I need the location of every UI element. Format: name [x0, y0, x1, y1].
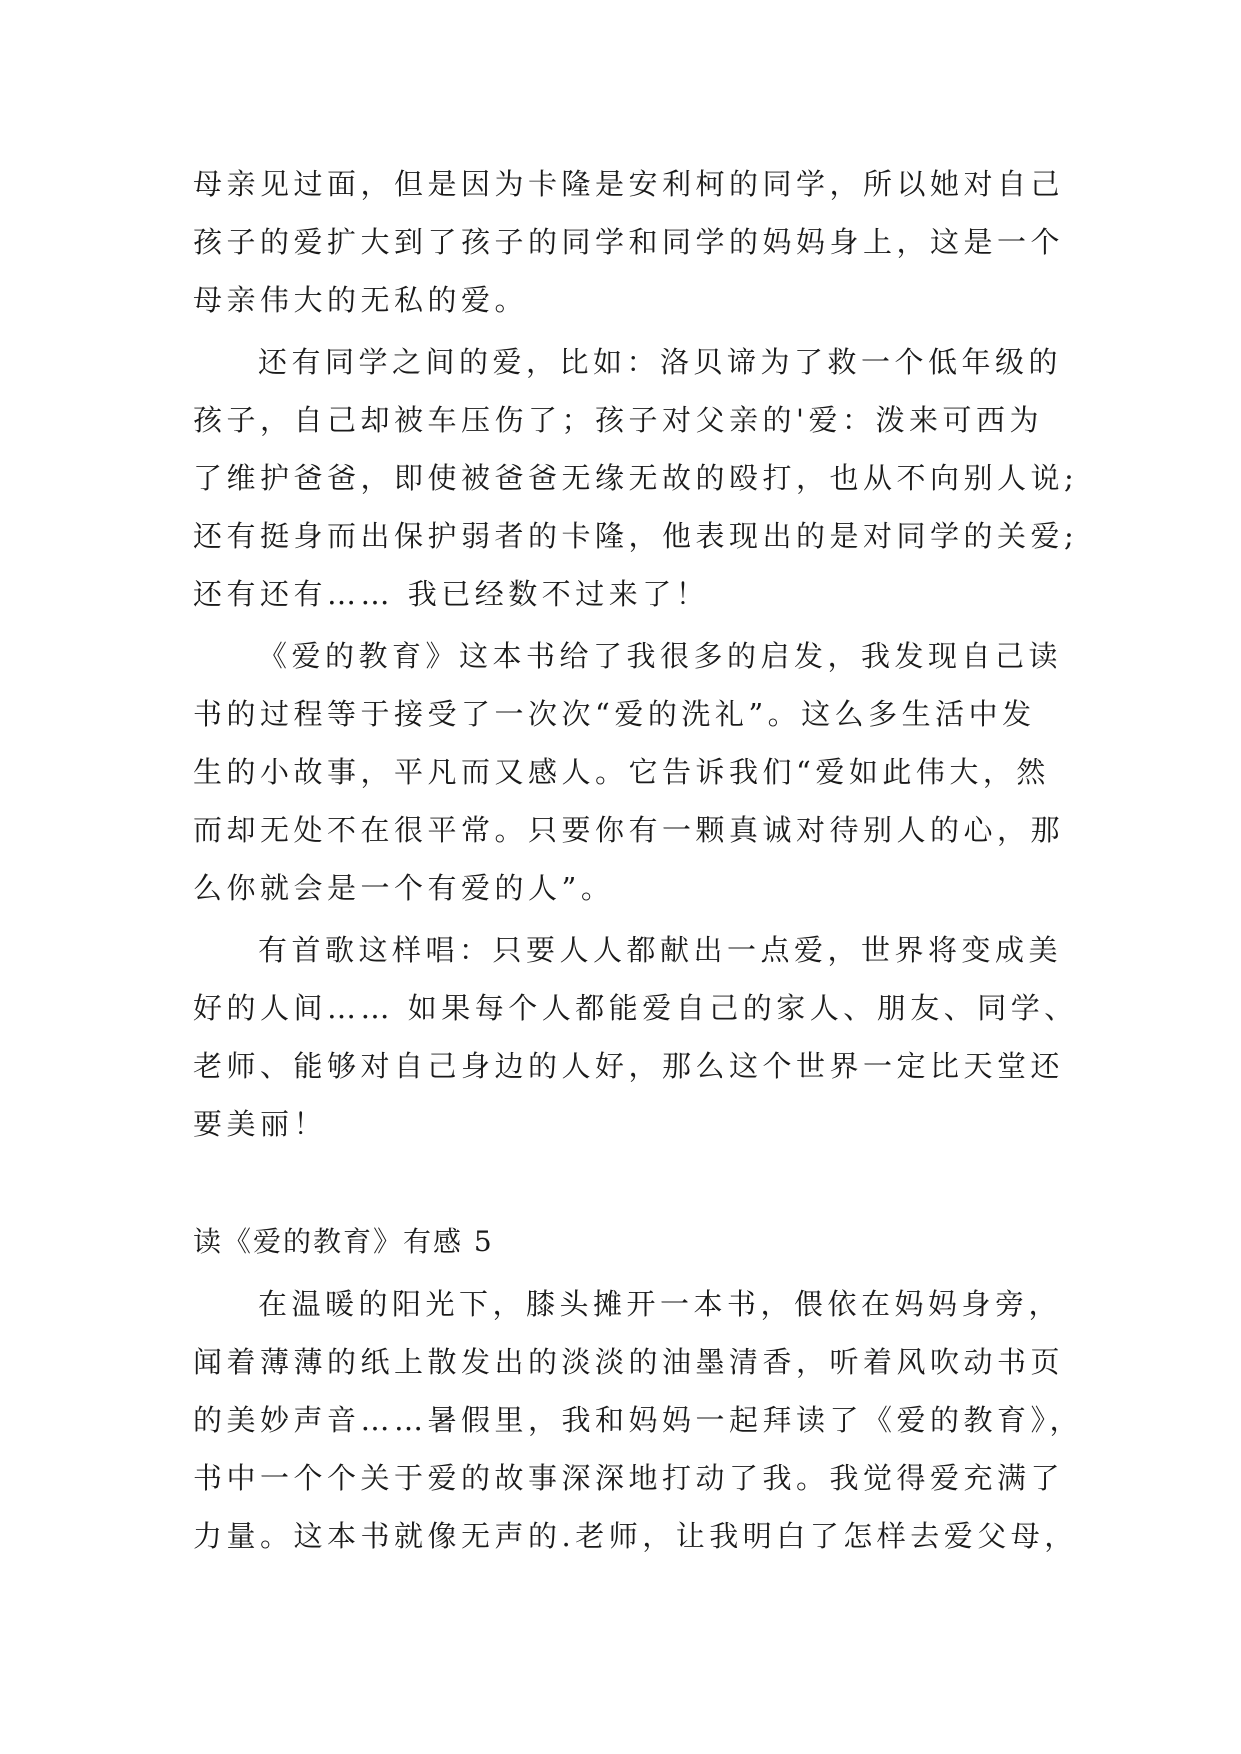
section-title: 读《爱的教育》有感 5	[193, 1225, 494, 1258]
paragraph-line: 还有还有…… 我已经数不过来了！	[193, 577, 710, 611]
paragraph-line: 还有同学之间的爱，比如：洛贝谛为了救一个低年级的	[258, 345, 1063, 379]
paragraph-line: 母亲见过面，但是因为卡隆是安利柯的同学，所以她对自己	[193, 167, 1065, 201]
paragraph-line: 孩子的爱扩大到了孩子的同学和同学的妈妈身上，这是一个	[193, 225, 1065, 259]
paragraph-line: 老师、能够对自己身边的人好，那么这个世界一定比天堂还	[193, 1049, 1065, 1083]
paragraph-line: 要美丽！	[193, 1107, 328, 1141]
paragraph-line: 力量。这本书就像无声的.老师，让我明白了怎样去爱父母，	[193, 1519, 1078, 1553]
paragraph-line: 而却无处不在很平常。只要你有一颗真诚对待别人的心，那	[193, 813, 1065, 847]
paragraph-line: 书中一个个关于爱的故事深深地打动了我。我觉得爱充满了	[193, 1461, 1065, 1495]
paragraph-line: 书的过程等于接受了一次次“爱的洗礼”。这么多生活中发	[193, 697, 1036, 731]
paragraph-line: 的美妙声音……暑假里，我和妈妈一起拜读了《爱的教育》，	[193, 1403, 1084, 1437]
paragraph-line: 还有挺身而出保护弱者的卡隆，他表现出的是对同学的关爱;	[193, 519, 1079, 553]
paragraph-line: 了维护爸爸，即使被爸爸无缘无故的殴打，也从不向别人说;	[193, 461, 1079, 495]
paragraph-line: 么你就会是一个有爱的人”。	[193, 871, 615, 905]
paragraph-line: 母亲伟大的无私的爱。	[193, 283, 529, 317]
paragraph-line: 在温暖的阳光下，膝头摊开一本书，偎依在妈妈身旁，	[258, 1287, 1063, 1321]
paragraph-line: 孩子，自己却被车压伤了；孩子对父亲的'爱：泼来可西为	[193, 403, 1043, 437]
paragraph-line: 生的小故事，平凡而又感人。它告诉我们“爱如此伟大，然	[193, 755, 1050, 789]
paragraph-line: 好的人间…… 如果每个人都能爱自己的家人、朋友、同学、	[193, 991, 1078, 1025]
paragraph-line: 有首歌这样唱：只要人人都献出一点爱，世界将变成美	[258, 933, 1063, 967]
paragraph-line: 《爱的教育》这本书给了我很多的启发，我发现自己读	[258, 639, 1063, 673]
paragraph-line: 闻着薄薄的纸上散发出的淡淡的油墨清香，听着风吹动书页	[193, 1345, 1065, 1379]
